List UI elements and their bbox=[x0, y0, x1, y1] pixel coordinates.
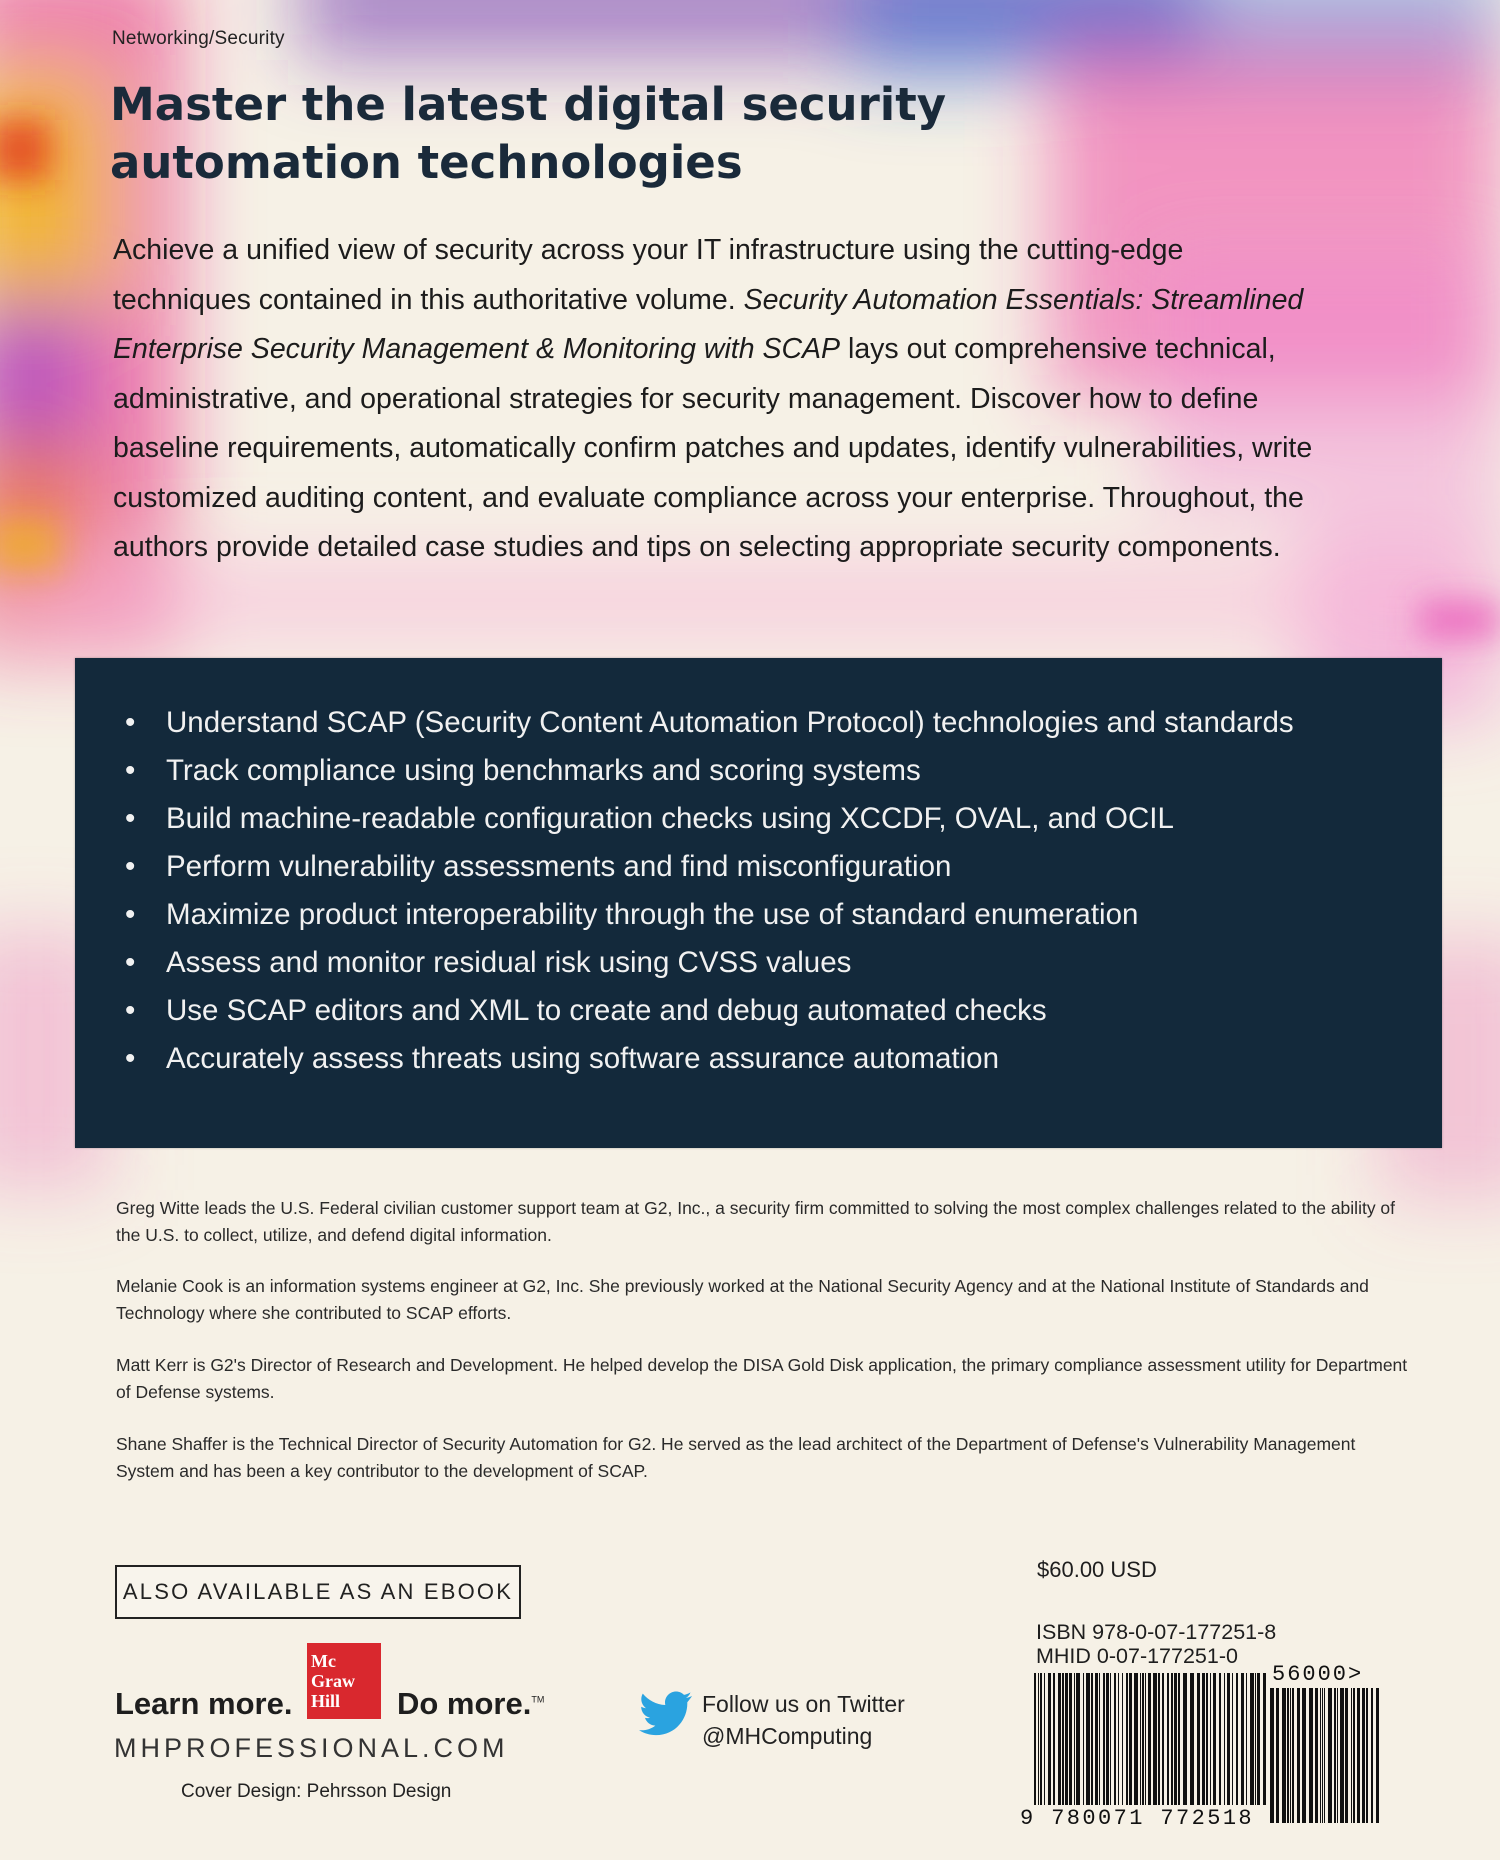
mcgraw-hill-logo-icon bbox=[307, 1643, 381, 1719]
headline bbox=[110, 76, 1010, 192]
feature-item bbox=[125, 1038, 1405, 1079]
intro-text-2: lays out comprehensive technical, administrative, and operational strategies for security management. Discover how to define baseline requirements, automatically confirm patches and updates, identify vulnerabilities, write customized auditing content, and evaluate compliance across your enterprise. Throughout, the authors provide detailed case studies and tips on selecting appropriate security components. bbox=[113, 333, 1313, 563]
barcode-bar bbox=[1202, 1673, 1205, 1805]
barcode-bar bbox=[1114, 1673, 1116, 1805]
barcode-bar bbox=[1122, 1673, 1123, 1805]
barcode-bar bbox=[1236, 1673, 1238, 1805]
do-more-slogan bbox=[397, 1686, 544, 1722]
feature-text: Use SCAP editors and XML to create and debug automated checks bbox=[166, 994, 1047, 1027]
barcode-bar bbox=[1076, 1673, 1080, 1805]
publisher-website: MHPROFESSIONAL.COM bbox=[114, 1733, 509, 1763]
trademark: TM bbox=[531, 1694, 545, 1705]
feature-item bbox=[125, 750, 1405, 791]
barcode-bar bbox=[1353, 1688, 1355, 1823]
barcode-bar bbox=[1276, 1688, 1279, 1823]
learn-more-slogan: Learn more. bbox=[115, 1686, 293, 1721]
feature-text: Accurately assess threats using software assurance automation bbox=[166, 1042, 999, 1075]
barcode-bar bbox=[1257, 1673, 1260, 1805]
barcode-bar bbox=[1145, 1673, 1146, 1805]
bullet: • bbox=[125, 850, 136, 883]
feature-text: Assess and monitor residual risk using CVSS values bbox=[166, 946, 852, 979]
bullet: • bbox=[125, 802, 136, 835]
author-bio-matt-kerr: Matt Kerr is G2's Director of Research and Development. He helped develop the DISA Gold Disk application, the primary compliance assessment utility for Department of Defense systems. bbox=[116, 1355, 1408, 1402]
barcode-bar bbox=[1074, 1673, 1075, 1805]
barcode-bar bbox=[1197, 1673, 1200, 1805]
barcode-bar bbox=[1371, 1688, 1373, 1823]
ean-number: 9 780071 772518 bbox=[1020, 1806, 1255, 1831]
isbn: ISBN 978-0-07-177251-8 bbox=[1036, 1620, 1277, 1644]
barcode-bar bbox=[1040, 1673, 1042, 1805]
barcode-bar bbox=[1103, 1673, 1105, 1805]
barcode-bar bbox=[1048, 1673, 1051, 1805]
author-bio-shane-shaffer: Shane Shaffer is the Technical Director of Security Automation for G2. He served as the lead architect of the Department of Defense's Vulnerability Management System and has been a key contributor to the development of SCAP. bbox=[116, 1434, 1356, 1481]
barcode-bar bbox=[1351, 1688, 1352, 1823]
barcode-bar bbox=[1263, 1673, 1266, 1805]
barcode-bar bbox=[1315, 1688, 1318, 1823]
isbn-block bbox=[1036, 1620, 1276, 1668]
barcode-bar bbox=[1095, 1673, 1098, 1805]
barcode-bar bbox=[1069, 1673, 1072, 1805]
barcode-bar bbox=[1106, 1673, 1109, 1805]
twitter-follow-text: Follow us on Twitter bbox=[702, 1691, 905, 1717]
price-addon-code: 56000> bbox=[1272, 1662, 1364, 1687]
barcode-bar bbox=[1297, 1688, 1300, 1823]
barcode-bar bbox=[1210, 1673, 1211, 1805]
barcode-bar bbox=[1328, 1688, 1332, 1823]
barcode-bar bbox=[1357, 1688, 1360, 1823]
barcode-bar bbox=[1255, 1673, 1256, 1805]
barcode-bar bbox=[1038, 1673, 1039, 1805]
barcode-bar bbox=[1290, 1688, 1291, 1823]
barcode-bar bbox=[1140, 1673, 1141, 1805]
barcode-bar bbox=[1174, 1673, 1177, 1805]
feature-item bbox=[125, 894, 1405, 935]
feature-item bbox=[125, 942, 1405, 983]
bullet: • bbox=[125, 1042, 136, 1075]
barcode-bar bbox=[1376, 1688, 1379, 1823]
headline-line-1: Master the latest digital security bbox=[110, 78, 947, 131]
barcode-bar bbox=[1171, 1673, 1173, 1805]
barcode-bar bbox=[1337, 1688, 1338, 1823]
logo-line-1: Mc bbox=[311, 1651, 336, 1671]
barcode-bar bbox=[1158, 1673, 1160, 1805]
feature-item bbox=[125, 702, 1405, 743]
barcode-bar bbox=[1110, 1673, 1111, 1805]
feature-item bbox=[125, 990, 1405, 1031]
barcode-bar bbox=[1270, 1688, 1274, 1823]
barcode-bar bbox=[1287, 1688, 1289, 1823]
bullet: • bbox=[125, 706, 136, 739]
barcode-bar bbox=[1053, 1673, 1055, 1805]
bullet: • bbox=[125, 994, 136, 1027]
barcode-bar bbox=[1167, 1673, 1169, 1805]
price: $60.00 USD bbox=[1037, 1557, 1157, 1582]
intro-paragraph bbox=[113, 226, 1313, 573]
barcode-bar bbox=[1232, 1673, 1233, 1805]
twitter-promo bbox=[702, 1688, 905, 1752]
barcode-bar bbox=[1206, 1673, 1208, 1805]
feature-item bbox=[125, 846, 1405, 887]
intro-text-1: Achieve a unified view of security across your IT infrastructure using the cutting-edge techniques contained in this authoritative volume. bbox=[113, 234, 1184, 316]
barcode-bar bbox=[1224, 1673, 1225, 1805]
barcode-bar bbox=[1309, 1688, 1313, 1823]
twitter-bird-icon bbox=[638, 1690, 694, 1736]
bullet: • bbox=[125, 754, 136, 787]
feature-item bbox=[125, 798, 1405, 839]
book-category: Networking/Security bbox=[112, 28, 285, 49]
barcode-bar bbox=[1086, 1673, 1090, 1805]
feature-text: Maximize product interoperability through the use of standard enumeration bbox=[166, 898, 1139, 931]
barcode-bar bbox=[1065, 1673, 1068, 1805]
barcode-bar bbox=[1320, 1688, 1321, 1823]
barcode-bar bbox=[1324, 1688, 1325, 1823]
barcode-bar bbox=[1362, 1688, 1365, 1823]
book-title: Security Automation Essentials: Streamlined Enterprise Security Management & Monitoring with SCAP bbox=[113, 283, 1304, 365]
barcode-bar bbox=[1148, 1673, 1151, 1805]
barcode-bar bbox=[1219, 1673, 1221, 1805]
feature-list bbox=[125, 702, 1405, 1086]
do-more-text: Do more. bbox=[397, 1686, 532, 1721]
feature-text: Build machine-readable configuration checks using XCCDF, OVAL, and OCIL bbox=[166, 802, 1174, 835]
logo-line-3: Hill bbox=[311, 1691, 341, 1711]
barcode-bar bbox=[1322, 1688, 1323, 1823]
barcode-bar bbox=[1153, 1673, 1157, 1805]
barcode-bar bbox=[1302, 1688, 1306, 1823]
addon-barcode-icon bbox=[1268, 1688, 1380, 1823]
ebook-banner: ALSO AVAILABLE AS AN EBOOK bbox=[115, 1565, 521, 1619]
barcode-bar bbox=[1282, 1688, 1286, 1823]
headline-line-2: automation technologies bbox=[110, 136, 743, 189]
barcode-bar bbox=[1183, 1673, 1187, 1805]
feature-box bbox=[75, 658, 1442, 1148]
barcode-bar bbox=[1340, 1688, 1344, 1823]
barcode-bar bbox=[1034, 1673, 1036, 1805]
barcode-bar bbox=[1099, 1673, 1100, 1805]
barcode-bar bbox=[1292, 1688, 1294, 1823]
barcode-bar bbox=[1227, 1673, 1230, 1805]
barcode-bar bbox=[1091, 1673, 1093, 1805]
barcode-bar bbox=[1134, 1673, 1138, 1805]
barcode-bar bbox=[1334, 1688, 1336, 1823]
barcode-bar bbox=[1190, 1673, 1194, 1805]
feature-text: Perform vulnerability assessments and find misconfiguration bbox=[166, 850, 952, 883]
barcode-bar bbox=[1213, 1673, 1216, 1805]
barcode-bar bbox=[1083, 1673, 1084, 1805]
logo-line-2: Graw bbox=[311, 1671, 355, 1691]
author-bio-melanie-cook: Melanie Cook is an information systems engineer at G2, Inc. She previously worked at the National Security Agency and at the National Institute of Standards and Technology where she contributed to SCAP efforts. bbox=[116, 1276, 1369, 1323]
cover-design-credit: Cover Design: Pehrsson Design bbox=[181, 1781, 452, 1802]
feature-text: Understand SCAP (Security Content Automation Protocol) technologies and standards bbox=[166, 706, 1294, 739]
barcode-bar bbox=[1142, 1673, 1144, 1805]
barcode-bar bbox=[1058, 1673, 1061, 1805]
barcode-bar bbox=[1345, 1688, 1348, 1823]
barcode-bar bbox=[1126, 1673, 1128, 1805]
bullet: • bbox=[125, 946, 136, 979]
barcode-icon bbox=[1032, 1673, 1268, 1823]
barcode-bar bbox=[1178, 1673, 1180, 1805]
bullet: • bbox=[125, 898, 136, 931]
twitter-handle: @MHComputing bbox=[702, 1723, 873, 1749]
barcode-bar bbox=[1162, 1673, 1164, 1805]
mhid: MHID 0-07-177251-0 bbox=[1036, 1644, 1238, 1668]
barcode-bar bbox=[1044, 1673, 1045, 1805]
barcode-bar bbox=[1118, 1673, 1119, 1805]
barcode-bar bbox=[1062, 1673, 1064, 1805]
barcode-bar bbox=[1366, 1688, 1368, 1823]
barcode-bar bbox=[1241, 1673, 1244, 1805]
barcode-bar bbox=[1129, 1673, 1132, 1805]
author-bio-greg-witte: Greg Witte leads the U.S. Federal civilian customer support team at G2, Inc., a security firm committed to solving the most complex challenges related to the ability of the U.S. to collect, utilize, and defend digital information. bbox=[116, 1198, 1396, 1245]
feature-text: Track compliance using benchmarks and scoring systems bbox=[166, 754, 921, 787]
barcode-bar bbox=[1250, 1673, 1254, 1805]
barcode-bar bbox=[1246, 1673, 1247, 1805]
